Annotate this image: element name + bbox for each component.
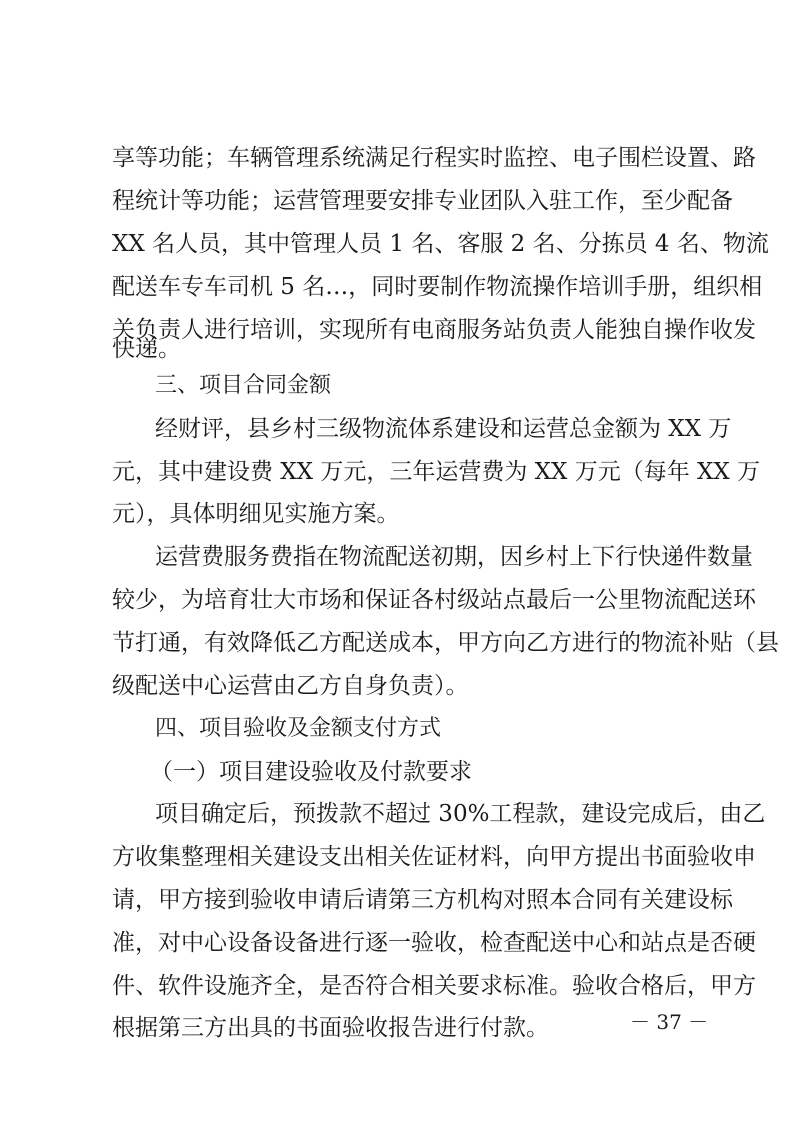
- paragraph-line: 元），具体明细见实施方案。: [112, 501, 400, 527]
- paragraph-line: 运营费服务费指在物流配送初期，因乡村上下行快递件数量: [155, 544, 753, 570]
- paragraph-line: 配送车专车司机 5 名…，同时要制作物流操作培训手册，组织相: [112, 274, 763, 300]
- paragraph-line: 请，甲方接到验收申请后请第三方机构对照本合同有关建设标: [112, 887, 733, 913]
- paragraph-line: 较少，为培育壮大市场和保证各村级站点最后一公里物流配送环: [112, 587, 756, 613]
- paragraph-line: 关负责人进行培训，实现所有电商服务站负责人能独自操作收发: [112, 317, 756, 343]
- paragraph-line: 程统计等功能；运营管理要安排专业团队入驻工作，至少配备: [112, 188, 733, 214]
- paragraph-line: 经财评，县乡村三级物流体系建设和运营总金额为 XX 万: [155, 416, 732, 442]
- paragraph-line: XX 名人员，其中管理人员 1 名、客服 2 名、分拣员 4 名、物流: [112, 231, 769, 257]
- section-heading-acceptance-payment: 四、项目验收及金额支付方式: [155, 716, 442, 741]
- paragraph-line: 节打通，有效降低乙方配送成本，甲方向乙方进行的物流补贴（县: [112, 630, 779, 656]
- paragraph-line: 快递。: [112, 336, 181, 362]
- subsection-heading-construction-acceptance: （一）项目建设验收及付款要求: [150, 759, 472, 785]
- paragraph-line: 享等功能；车辆管理系统满足行程实时监控、电子围栏设置、路: [112, 145, 756, 171]
- paragraph-line: 元，其中建设费 XX 万元，三年运营费为 XX 万元（每年 XX 万: [112, 459, 761, 485]
- paragraph-line: 件、软件设施齐全，是否符合相关要求标准。验收合格后，甲方: [112, 973, 756, 999]
- paragraph-line: 根据第三方出具的书面验收报告进行付款。: [112, 1015, 549, 1041]
- paragraph-line: 级配送中心运营由乙方自身负责）。: [112, 673, 469, 699]
- paragraph-line: 方收集整理相关建设支出相关佐证材料，向甲方提出书面验收申: [112, 844, 756, 870]
- section-heading-contract-amount: 三、项目合同金额: [155, 373, 332, 398]
- page-number: － 37 －: [630, 1010, 709, 1034]
- paragraph-line: 准，对中心设备设备进行逐一验收，检查配送中心和站点是否硬: [112, 930, 756, 956]
- paragraph-line: 项目确定后，预拨款不超过 30%工程款，建设完成后，由乙: [155, 801, 766, 827]
